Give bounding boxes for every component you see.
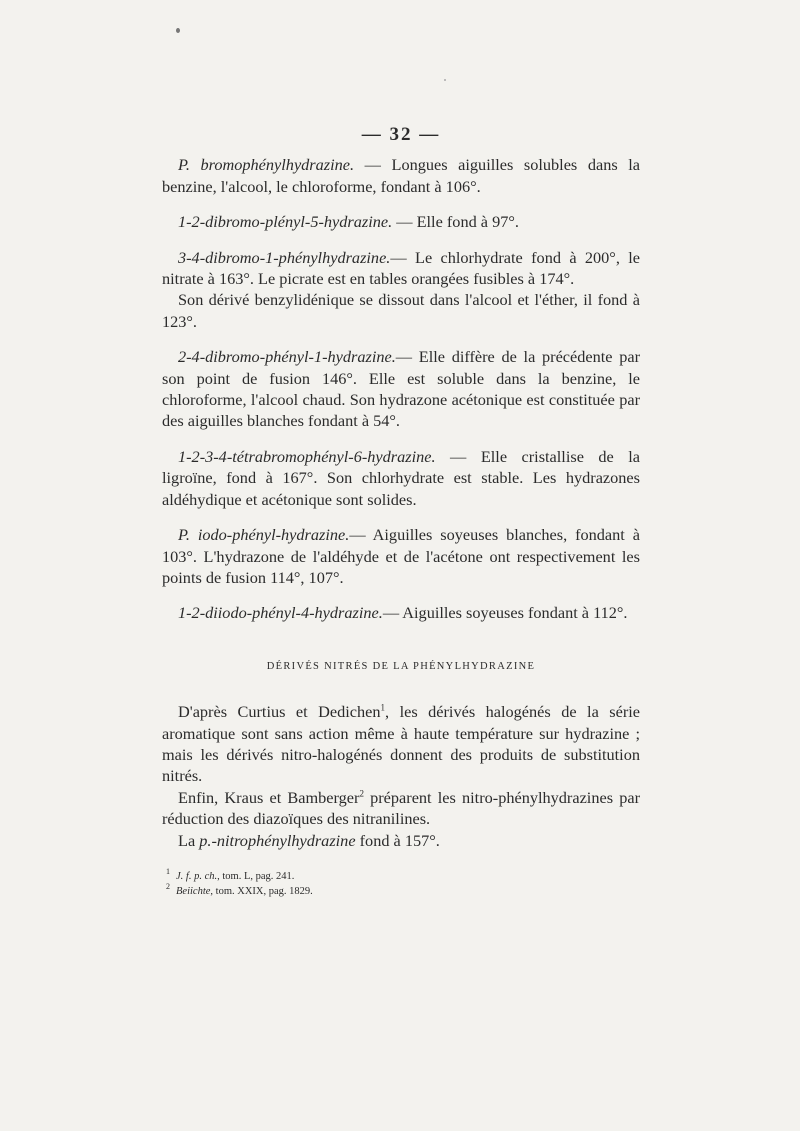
section-heading: DÉRIVÉS NITRÉS DE LA PHÉNYLHYDRAZINE: [266, 660, 536, 672]
footnote-detail: , tom. XXIX, pag. 1829.: [210, 885, 313, 897]
entry-text: — Aiguilles soyeuses fondant à 112°.: [382, 603, 628, 623]
footnote-source: J. f. p. ch.: [176, 870, 218, 882]
footnote-detail: , tom. L, pag. 241.: [217, 870, 295, 882]
paragraph-text: , les dérivés halogénés de la série aromatique sont sans action même à haute température sur hydrazine ; mais les dérivés nitro-halogénés donnent des produits de substitution nitrés.: [162, 702, 640, 786]
footnote-mark: 1: [166, 867, 170, 877]
paragraph-text: La: [178, 830, 200, 850]
compound-name: 1-2-3-4-tétrabromophényl-6-hydrazine.: [178, 446, 436, 466]
entry-paragraph: [162, 211, 640, 232]
entry-text: — Aiguilles soyeuses blanches, fondant à 103°. L'hydrazone de l'aldéhyde et de l'acétone ont respectivement les points de fusion 114°, 107°.: [162, 525, 640, 587]
compound-name: P. bromophénylhydrazine.: [178, 155, 355, 175]
entry-paragraph: [162, 247, 640, 290]
entry-paragraph: [162, 602, 640, 623]
entry-paragraph: [162, 524, 640, 588]
section-paragraph: [162, 787, 640, 830]
entry-text: — Elle fond à 97°.: [392, 212, 519, 232]
paragraph-text: Enfin, Kraus et Bamberger: [178, 787, 360, 807]
compound-name: 2-4-dibromo-phényl-1-hydrazine.: [178, 347, 396, 367]
section-paragraph: [162, 701, 640, 787]
footnotes: [162, 869, 640, 899]
entry-text: — Elle cristallise de la ligroïne, fond à 167°. Son chlorhydrate est stable. Les hydrazones aldéhydique et acétonique sont solides.: [162, 446, 640, 509]
entry-text: — Elle diffère de la précédente par son point de fusion 146°. Elle est soluble dans la benzine, le chloroforme, l'alcool chaud. Son hydrazone acétonique est constituée par des aiguilles blanches fondant à 54°.: [162, 347, 640, 431]
paper-speck: [444, 79, 446, 81]
footnote-reference: 1: [380, 702, 386, 713]
footnote-mark: 2: [166, 882, 170, 892]
compound-name: 3-4-dibromo-1-phénylhydrazine.: [178, 247, 391, 267]
paper-speck: [176, 28, 180, 33]
footnote: [162, 884, 640, 899]
entry-text: — Le chlorhydrate fond à 200°, le nitrate à 163°. Le picrate est en tables orangées fusibles à 174°.: [162, 247, 640, 289]
entry-continuation: Son dérivé benzylidénique se dissout dans l'alcool et l'éther, il fond à 123°.: [162, 290, 640, 331]
entry-text: — Longues aiguilles solubles dans la benzine, l'alcool, le chloroforme, fondant à 106°.: [162, 155, 641, 196]
footnote-reference: 2: [359, 788, 364, 799]
footnote-source: Beiichte: [176, 885, 211, 897]
paragraph-text: fond à 157°.: [355, 830, 440, 850]
paragraph-text: D'après Curtius et Dedichen: [178, 702, 381, 722]
compound-name: 1-2-dibromo-plényl-5-hydrazine.: [178, 212, 393, 232]
entry-paragraph: [162, 446, 640, 510]
paragraph-text: préparent les nitro-phénylhydrazines par réduction des diazoïques des nitranilines.: [162, 787, 640, 829]
compound-name: P. iodo-phényl-hydrazine.: [178, 525, 350, 545]
text-block: [162, 124, 640, 899]
section-paragraph: [162, 830, 640, 851]
page-number: — 32 —: [361, 124, 441, 145]
entry-paragraph: [162, 346, 640, 432]
compound-name: p.-nitrophénylhydrazine: [199, 830, 356, 850]
footnote: [162, 869, 640, 884]
compound-name: 1-2-diiodo-phényl-4-hydrazine.: [178, 603, 383, 623]
entry-paragraph: [162, 154, 640, 197]
